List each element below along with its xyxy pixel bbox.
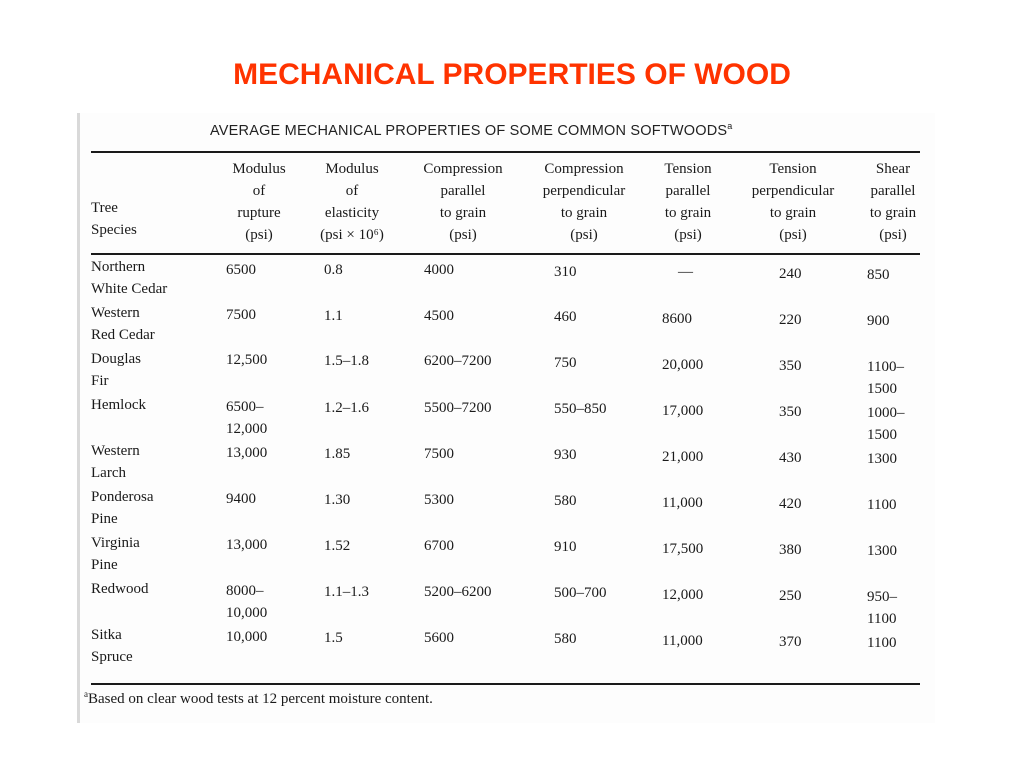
cell-modulus-of-rupture: 13,000 <box>226 537 268 553</box>
cell-compression-parallel: 7500 <box>424 446 454 462</box>
cell-modulus-of-elasticity: 1.85 <box>324 446 351 462</box>
cell-compression-parallel: 5200–6200 <box>424 584 492 600</box>
cell-modulus-of-rupture: 8000– 10,000 <box>226 583 268 621</box>
cell-modulus-of-rupture: 12,500 <box>226 352 268 368</box>
cell-compression-parallel: 6700 <box>424 538 454 554</box>
cell-compression-perpendicular: 930 <box>554 447 577 463</box>
table-caption-marker: a <box>727 121 733 131</box>
footnote-marker: a <box>84 689 88 699</box>
cell-modulus-of-elasticity: 1.5 <box>324 630 343 646</box>
cell-tension-parallel: 17,000 <box>662 403 704 419</box>
row-species: Western Red Cedar <box>91 305 155 343</box>
cell-compression-perpendicular: 910 <box>554 539 577 555</box>
slide-title: MECHANICAL PROPERTIES OF WOOD <box>233 58 791 91</box>
header-modulus-of-rupture: Modulus of rupture (psi) <box>232 161 286 243</box>
header-tension-perpendicular: Tension perpendicular to grain (psi) <box>751 161 835 243</box>
cell-modulus-of-elasticity: 1.30 <box>324 492 351 508</box>
cell-compression-perpendicular: 460 <box>554 309 577 325</box>
cell-compression-perpendicular: 580 <box>554 631 577 647</box>
cell-tension-perpendicular: 250 <box>779 588 802 604</box>
row-species: Douglas Fir <box>91 351 141 389</box>
cell-compression-parallel: 5500–7200 <box>424 400 492 416</box>
cell-compression-parallel: 6200–7200 <box>424 353 492 369</box>
row-species: Northern White Cedar <box>91 259 168 297</box>
row-species: Virginia Pine <box>91 535 140 573</box>
cell-tension-perpendicular: 370 <box>779 634 802 650</box>
cell-modulus-of-elasticity: 0.8 <box>324 262 343 278</box>
cell-tension-perpendicular: 430 <box>779 450 802 466</box>
cell-shear-parallel: 950– 1100 <box>867 589 897 627</box>
table-caption-text: AVERAGE MECHANICAL PROPERTIES OF SOME COMMON SOFTWOODS <box>210 122 728 139</box>
table-header-rule <box>91 253 920 255</box>
cell-tension-perpendicular: 240 <box>779 266 802 282</box>
table-top-rule <box>91 151 920 153</box>
header-tension-parallel: Tension parallel to grain (psi) <box>664 161 712 243</box>
cell-compression-parallel: 5600 <box>424 630 454 646</box>
row-species: Hemlock <box>91 397 146 413</box>
header-shear-parallel: Shear parallel to grain (psi) <box>869 161 917 243</box>
header-modulus-of-elasticity: Modulus of elasticity (psi × 10⁶) <box>320 161 384 243</box>
cell-shear-parallel: 1000– 1500 <box>867 405 905 443</box>
cell-modulus-of-elasticity: 1.5–1.8 <box>324 353 369 369</box>
cell-modulus-of-rupture: 6500 <box>226 262 256 278</box>
header-compression-perpendicular: Compression perpendicular to grain (psi) <box>542 161 626 243</box>
cell-shear-parallel: 1300 <box>867 543 897 559</box>
cell-tension-parallel: 11,000 <box>662 495 703 511</box>
cell-modulus-of-rupture: 9400 <box>226 491 256 507</box>
row-species: Western Larch <box>91 443 140 481</box>
cell-compression-parallel: 4500 <box>424 308 454 324</box>
cell-compression-perpendicular: 580 <box>554 493 577 509</box>
cell-modulus-of-rupture: 13,000 <box>226 445 268 461</box>
scan-edge <box>77 113 80 723</box>
cell-modulus-of-elasticity: 1.2–1.6 <box>324 400 369 416</box>
cell-tension-parallel: 17,500 <box>662 541 704 557</box>
cell-compression-parallel: 4000 <box>424 262 454 278</box>
cell-tension-parallel: 11,000 <box>662 633 703 649</box>
cell-compression-perpendicular: 500–700 <box>554 585 607 601</box>
table-bottom-rule <box>91 683 920 685</box>
cell-compression-perpendicular: 310 <box>554 264 577 280</box>
header-compression-parallel: Compression parallel to grain (psi) <box>423 161 503 243</box>
header-tree-species: Tree Species <box>91 200 137 238</box>
row-species: Redwood <box>91 581 149 597</box>
cell-shear-parallel: 1300 <box>867 451 897 467</box>
cell-modulus-of-rupture: 6500– 12,000 <box>226 399 268 437</box>
cell-compression-parallel: 5300 <box>424 492 454 508</box>
table-caption <box>210 121 850 139</box>
cell-shear-parallel: 1100 <box>867 497 897 513</box>
cell-tension-parallel: 8600 <box>662 311 692 327</box>
cell-compression-perpendicular: 550–850 <box>554 401 607 417</box>
footnote-text: Based on clear wood tests at 12 percent moisture content. <box>88 691 433 707</box>
table-footnote <box>84 689 433 708</box>
cell-tension-perpendicular: 220 <box>779 312 802 328</box>
cell-shear-parallel: 1100– 1500 <box>867 359 904 397</box>
cell-modulus-of-elasticity: 1.52 <box>324 538 351 554</box>
row-species: Ponderosa Pine <box>91 489 154 527</box>
cell-modulus-of-elasticity: 1.1 <box>324 308 343 324</box>
cell-compression-perpendicular: 750 <box>554 355 577 371</box>
cell-tension-perpendicular: 350 <box>779 358 802 374</box>
cell-tension-parallel: — <box>678 264 693 280</box>
cell-modulus-of-rupture: 7500 <box>226 307 256 323</box>
cell-tension-parallel: 12,000 <box>662 587 704 603</box>
cell-shear-parallel: 1100 <box>867 635 897 651</box>
cell-shear-parallel: 850 <box>867 267 890 283</box>
cell-modulus-of-elasticity: 1.1–1.3 <box>324 584 369 600</box>
cell-shear-parallel: 900 <box>867 313 890 329</box>
cell-tension-perpendicular: 350 <box>779 404 802 420</box>
cell-tension-perpendicular: 380 <box>779 542 802 558</box>
cell-tension-parallel: 21,000 <box>662 449 704 465</box>
cell-tension-perpendicular: 420 <box>779 496 802 512</box>
cell-tension-parallel: 20,000 <box>662 357 704 373</box>
cell-modulus-of-rupture: 10,000 <box>226 629 268 645</box>
row-species: Sitka Spruce <box>91 627 133 665</box>
